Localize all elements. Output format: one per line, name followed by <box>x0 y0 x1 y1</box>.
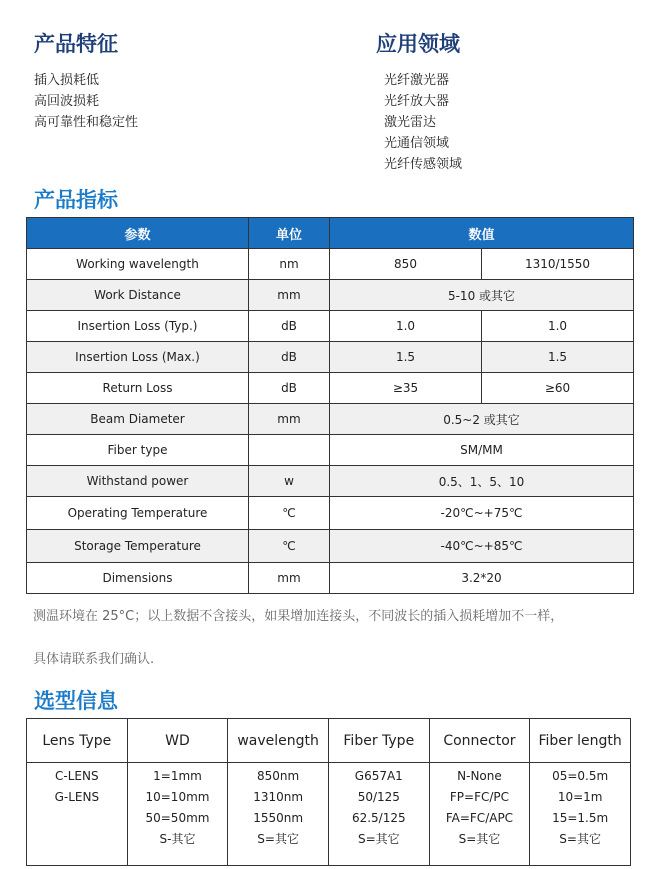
spec-param: Insertion Loss (Max.) <box>27 342 249 373</box>
spec-param: Operating Temperature <box>27 497 249 530</box>
spec-header-row <box>27 218 634 249</box>
note-line-2: 具体请联系我们确认. <box>33 652 155 667</box>
spec-value: 0.5、1、5、10 <box>330 466 634 497</box>
option-value: C-LENS <box>55 769 99 783</box>
application-item: 光通信领域 <box>384 136 450 151</box>
spec-unit: ℃ <box>249 497 330 530</box>
spec-value-1: 1.5 <box>330 342 482 373</box>
spec-row <box>27 497 634 530</box>
selection-cell-wavelength <box>228 763 329 866</box>
spec-row <box>27 404 634 435</box>
option-value: S=其它 <box>257 832 299 846</box>
spec-row <box>27 466 634 497</box>
application-item: 激光雷达 <box>384 115 437 130</box>
option-value: S=其它 <box>458 832 501 846</box>
spec-unit: w <box>249 466 330 497</box>
spec-value: -40℃~+85℃ <box>330 530 634 563</box>
selection-cell-wd <box>127 763 228 866</box>
option-value: 1=1mm <box>153 769 202 783</box>
option-value: 15=1.5m <box>552 811 609 825</box>
spec-value-2: 1.5 <box>482 342 634 373</box>
feature-item: 高回波损耗 <box>34 94 100 109</box>
spec-value-1: ≥35 <box>330 373 482 404</box>
spec-unit: dB <box>249 342 330 373</box>
spec-param: Withstand power <box>27 466 249 497</box>
selection-cell-fiber-type <box>328 763 429 866</box>
option-value: 50/125 <box>357 790 400 804</box>
spec-param: Return Loss <box>27 373 249 404</box>
features-title: 产品特征 <box>34 32 118 56</box>
spec-row <box>27 342 634 373</box>
spec-unit: mm <box>249 563 330 594</box>
option-value: FA=FC/APC <box>445 811 514 825</box>
selection-cell-lens-type <box>27 763 128 866</box>
selection-header: WD <box>127 719 228 763</box>
spec-value-2: 1310/1550 <box>482 249 634 280</box>
spec-unit <box>249 435 330 466</box>
spec-param: Insertion Loss (Typ.) <box>27 311 249 342</box>
selection-table <box>26 718 631 866</box>
spec-value-2: ≥60 <box>482 373 634 404</box>
application-item: 光纤传感领域 <box>384 157 463 172</box>
selection-header: Fiber length <box>530 719 631 763</box>
applications-title: 应用领域 <box>376 32 460 56</box>
option-value: 05=0.5m <box>552 769 609 783</box>
option-value: 50=50mm <box>145 811 210 825</box>
spec-value: 0.5~2 或其它 <box>330 404 634 435</box>
spec-row <box>27 311 634 342</box>
spec-unit: dB <box>249 311 330 342</box>
spec-unit: ℃ <box>249 530 330 563</box>
spec-value-1: 850 <box>330 249 482 280</box>
spec-row <box>27 249 634 280</box>
spec-value-2: 1.0 <box>482 311 634 342</box>
spec-table <box>26 217 634 594</box>
spec-unit: mm <box>249 404 330 435</box>
header-unit: 单位 <box>249 218 330 249</box>
spec-row <box>27 563 634 594</box>
application-item: 光纤激光器 <box>384 73 450 88</box>
option-value: S=其它 <box>559 832 601 846</box>
spec-value: SM/MM <box>330 435 634 466</box>
spec-param: Work Distance <box>27 280 249 311</box>
option-value: G-LENS <box>54 790 100 804</box>
selection-header: Lens Type <box>27 719 128 763</box>
selection-cell-connector <box>429 763 530 866</box>
spec-value: 3.2*20 <box>330 563 634 594</box>
option-value: S=其它 <box>357 832 400 846</box>
selection-header: Connector <box>429 719 530 763</box>
feature-item: 高可靠性和稳定性 <box>34 115 139 130</box>
selection-header: Fiber Type <box>328 719 429 763</box>
spec-param: Fiber type <box>27 435 249 466</box>
selection-values-row <box>27 763 631 866</box>
spec-value-1: 1.0 <box>330 311 482 342</box>
selection-header: wavelength <box>228 719 329 763</box>
spec-param: Beam Diameter <box>27 404 249 435</box>
note-line-1: 测温环境在 25°C；以上数据不含接头，如果增加连接头，不同波长的插入损耗增加不一样， <box>33 609 564 624</box>
option-value: 1310nm <box>253 790 304 804</box>
applications-list <box>384 70 462 175</box>
spec-unit: nm <box>249 249 330 280</box>
selection-cell-fiber-length <box>530 763 631 866</box>
spec-unit: mm <box>249 280 330 311</box>
option-value: G657A1 <box>354 769 403 783</box>
option-value: 62.5/125 <box>351 811 406 825</box>
option-value: N-None <box>457 769 502 783</box>
option-value: 10=10mm <box>145 790 210 804</box>
features-list <box>34 70 138 133</box>
option-value: S-其它 <box>159 832 196 846</box>
spec-value: -20℃~+75℃ <box>330 497 634 530</box>
spec-row <box>27 435 634 466</box>
feature-item: 插入损耗低 <box>34 73 100 88</box>
option-value: 10=1m <box>557 790 603 804</box>
option-value: FP=FC/PC <box>449 790 510 804</box>
spec-row <box>27 530 634 563</box>
spec-value: 5-10 或其它 <box>330 280 634 311</box>
spec-param: Storage Temperature <box>27 530 249 563</box>
selection-title: 选型信息 <box>34 689 118 713</box>
header-value: 数值 <box>330 218 634 249</box>
spec-row <box>27 280 634 311</box>
option-value: 850nm <box>257 769 300 783</box>
spec-unit: dB <box>249 373 330 404</box>
option-value: 1550nm <box>253 811 304 825</box>
header-param: 参数 <box>27 218 249 249</box>
spec-param: Dimensions <box>27 563 249 594</box>
specs-title: 产品指标 <box>34 188 118 212</box>
application-item: 光纤放大器 <box>384 94 450 109</box>
spec-param: Working wavelength <box>27 249 249 280</box>
selection-header-row <box>27 719 631 763</box>
spec-row <box>27 373 634 404</box>
